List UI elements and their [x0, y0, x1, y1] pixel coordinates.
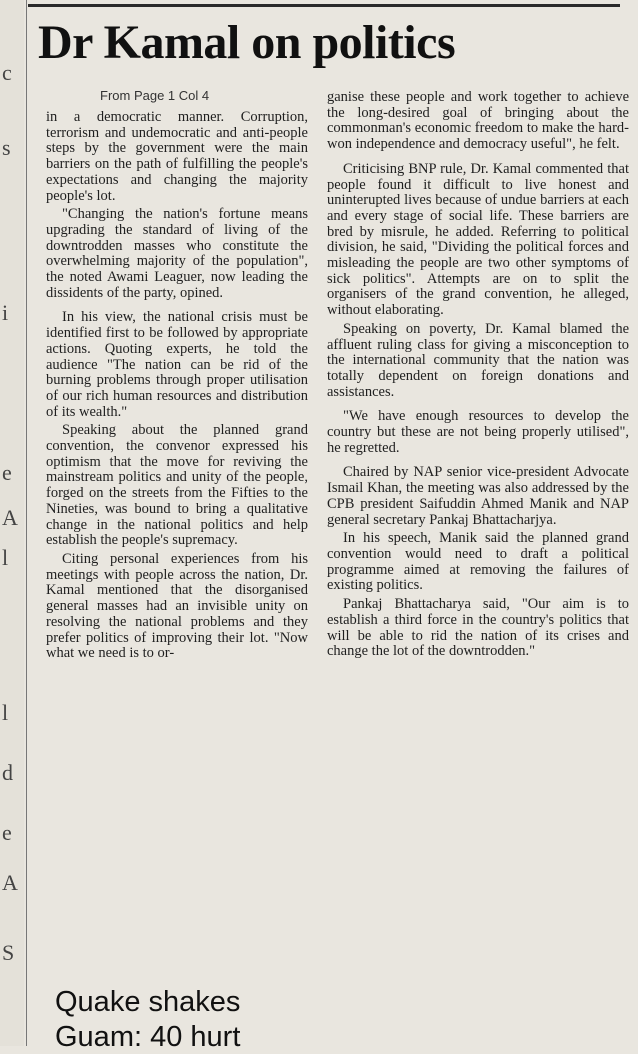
paragraph: "Changing the nation's fortune means upgrading the standard of living of the downtrodden masses who constitute the overwhelming majority of the population", the noted Awami Leaguer, now leading the dissidents of the party, opined.: [46, 206, 308, 301]
paragraph: Chaired by NAP senior vice-president Advocate Ismail Khan, the meeting was also addressed by the CPB president Saifuddin Ahmed Manik and NAP general secretary Pankaj Bhattacharjya.: [327, 464, 629, 528]
adjacent-column-glyph: i: [2, 300, 9, 325]
adjacent-column-glyph: e: [2, 460, 12, 485]
adjacent-column-glyph: c: [2, 60, 12, 85]
paragraph: In his speech, Manik said the planned grand convention would need to draft a political programme aimed at removing the failures of existing politics.: [327, 530, 629, 594]
paragraph: In his view, the national crisis must be identified first to be followed by appropriate actions. Quoting experts, he told the audience "The nation can be rid of the burning problems through proper utilisation of our rich human resources and distribution of its wealth.": [46, 309, 308, 420]
article-column-left: [46, 110, 308, 662]
paragraph: in a democratic manner. Corruption, terrorism and undemocratic and anti-people steps by the government were the main barriers on the path of fulfilling the people's expectations and changing the majority people's lot.: [46, 109, 308, 204]
adjacent-column-glyph: e: [2, 820, 12, 845]
paragraph: Citing personal experiences from his meetings with people across the nation, Dr. Kamal mentioned that the disorganised general masses had an invisible unity on resolving the national problems and they prefer politics of improving their lot. "Now what we need is to or-: [46, 550, 308, 662]
continuation-dateline: From Page 1 Col 4: [100, 88, 210, 103]
paragraph: ganise these people and work together to achieve the long-desired goal of bringing about the commonman's economic freedom to make the hard-won independence and democracy useful", he felt.: [327, 89, 629, 153]
paragraph: "We have enough resources to develop the country but these are not being properly utilised", he regretted.: [327, 408, 629, 456]
adjacent-column-glyph: l: [2, 700, 9, 725]
column-divider-rule: [26, 0, 27, 1046]
adjacent-column-glyph: d: [2, 760, 13, 785]
paragraph: Speaking on poverty, Dr. Kamal blamed the affluent ruling class for giving a misconception to the international community that the nation was totally dependent on foreign donations and assistances.: [327, 320, 629, 400]
article-headline: Dr Kamal on politics: [38, 16, 456, 69]
paragraph: Pankaj Bhattacharya said, "Our aim is to establish a third force in the country's politics that will be able to rid the nation of its crises and change the lot of the downtrodden.": [327, 596, 629, 660]
article-column-right: [327, 90, 629, 660]
next-story-headline-line-2: Guam: 40 hurt: [55, 1021, 241, 1053]
top-rule: [28, 4, 620, 7]
adjacent-column-glyph: A: [2, 505, 18, 530]
adjacent-column-glyph: s: [2, 135, 11, 160]
paragraph: Speaking about the planned grand convention, the convenor expressed his optimism that the move for reviving the mainstream politics and unity of the people, forged on the streets from the Fifties to the Nineties, was bound to bring a qualitative change in the national politics and help establish the people's supremacy.: [46, 422, 308, 549]
next-story-headline-line-1: Quake shakes: [55, 986, 241, 1018]
adjacent-column-glyph: l: [2, 545, 9, 570]
adjacent-column-glyph: A: [2, 870, 18, 895]
adjacent-column-glyph: S: [2, 940, 15, 965]
paragraph: Criticising BNP rule, Dr. Kamal commented that people found it difficult to live honest and uninterupted lives because of undue barriers at each and every stage of social life. These barriers are bred by misrule, he added. Referring to political division, he said, "Dividing the political forces and misleading the people are two other symptoms of sick politics". Attempts are on to split the organisers of the grand convention, he alleged, without elaborating.: [327, 160, 629, 319]
